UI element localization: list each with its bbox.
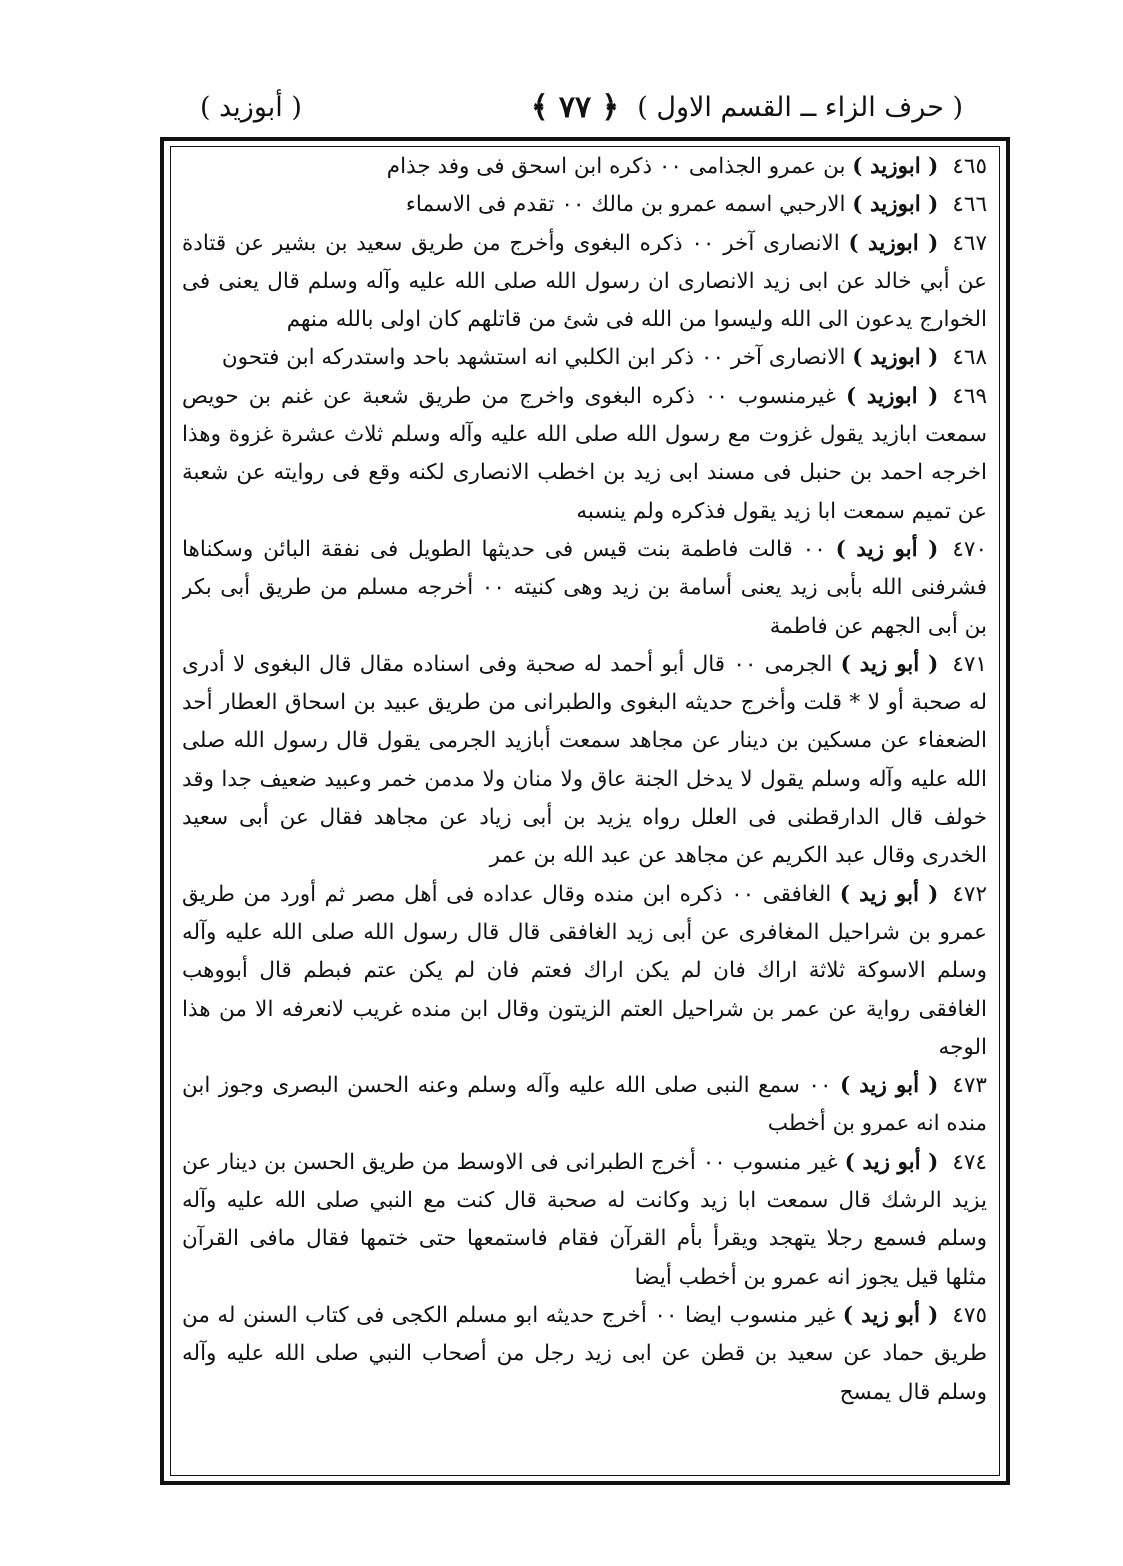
entry-number: ٤٧٠ — [952, 536, 987, 562]
entry-name: ( ابوزيد ) — [852, 345, 939, 371]
entry-465 — [182, 148, 987, 186]
entry-number: ٤٦٨ — [952, 345, 987, 371]
entry-number: ٤٧٣ — [952, 1073, 987, 1099]
entry-name: ( أبو زيد ) — [839, 1073, 939, 1099]
entry-470 — [182, 531, 987, 646]
entry-name: ( أبو زيد ) — [835, 536, 939, 562]
entry-number: ٤٦٩ — [952, 383, 987, 409]
entry-number: ٤٦٦ — [952, 192, 987, 218]
entry-466 — [182, 186, 987, 224]
entry-471 — [182, 646, 987, 876]
entry-text: الغافقى ٠٠ ذكره ابن منده وقال عداده فى أهل مصر ثم أورد من طريق عمرو بن شراحيل المغافرى عن أبى زيد الغافقى قال قال رسول الله صلى الله عليه وآله وسلم الاسوكة ثلاثة اراك فان لم يكن اراك فعتم فان لم يكن عتم فبطم قال أبووهب الغافقى رواية عن عمر بن شراحيل العتم الزيتون وقال ابن منده غريب لانعرفه الا من هذا الوجه — [182, 881, 987, 1060]
entry-name: ( أبو زيد ) — [839, 881, 939, 907]
header-section-title: ( حرف الزاء ــ القسم الاول ) — [637, 92, 963, 123]
entry-name: ( ابوزيد ) — [852, 154, 939, 179]
entry-name: ( ابوزيد ) — [852, 192, 939, 218]
entry-474 — [182, 1144, 987, 1297]
entry-475 — [182, 1297, 987, 1412]
entry-name: ( ابوزيد ) — [848, 230, 939, 256]
entry-text: ٠٠ سمع النبى صلى الله عليه وآله وسلم وعنه الحسن البصرى وجوز ابن منده انه عمرو بن أخطب — [182, 1073, 987, 1137]
entry-473 — [182, 1067, 987, 1144]
entry-468 — [182, 339, 987, 377]
text-body — [182, 148, 987, 1468]
entry-name: ( أبو زيد ) — [840, 651, 939, 677]
entry-name: ( ابوزيد ) — [846, 383, 939, 409]
entry-469 — [182, 378, 987, 531]
entry-number: ٤٧٥ — [952, 1302, 987, 1328]
entry-467 — [182, 225, 987, 340]
entry-name: ( أبو زيد ) — [842, 1302, 939, 1328]
entry-text: غير منسوب ايضا ٠٠ أخرج حديثه ابو مسلم الكجى فى كتاب السنن له من طريق حماد عن سعيد بن قطن عن ابى زيد رجل من أصحاب النبي صلى الله عليه وآله وسلم قال يمسح — [182, 1302, 987, 1405]
entry-text: الجرمى ٠٠ قال أبو أحمد له صحبة وفى اسناده مقال قال البغوى لا أدرى له صحبة أو لا * قلت وأخرج حديثه البغوى والطبرانى من طريق عبيد بن اسحاق العطار أحد الضعفاء عن مسكين بن دينار عن مجاهد سمعت أبازيد الجرمى يقول قال رسول الله صلى الله عليه وآله وسلم يقول لا يدخل الجنة عاق ولا منان ولا مدمن خمر وعبيد ضعيف جدا وقد خولف قال الدارقطنى فى العلل رواه يزيد بن أبى زياد عن مجاهد فقال عن أبى سعيد الخدرى وقال عبد الكريم عن مجاهد عن عبد الله بن عمر — [182, 651, 987, 869]
entry-text: الارحبي اسمه عمرو بن مالك ٠٠ تقدم فى الاسماء — [405, 192, 846, 218]
entry-number: ٤٧٢ — [952, 881, 987, 907]
entry-number: ٤٧١ — [952, 651, 987, 677]
entry-number: ٤٧٤ — [952, 1149, 987, 1175]
entry-text: ٠٠ قالت فاطمة بنت قيس فى حديثها الطويل فى نفقة البائن وسكناها فشرفنى الله بأبى زيد يعنى أسامة بن زيد وهى كنيته ٠٠ أخرجه مسلم من طريق أبى بكر بن أبى الجهم عن فاطمة — [182, 536, 987, 639]
entry-text: بن عمرو الجذامى ٠٠ ذكره ابن اسحق فى وفد جذام — [386, 154, 846, 179]
entry-text: غير منسوب ٠٠ أخرج الطبرانى فى الاوسط من طريق الحسن بن دينار عن يزيد الرشك قال سمعت ابا زيد وكانت له صحبة قال كنت مع النبي صلى الله عليه وآله وسلم فسمع رجلا يتهجد ويقرأ بأم القرآن فقام فاستمعها حتى ختمها فقال مافى القرآن مثلها قيل يجوز انه عمرو بن أخطب أيضا — [182, 1149, 987, 1290]
entry-472 — [182, 876, 987, 1067]
entry-text: الانصارى آخر ٠٠ ذكر ابن الكلبي انه استشهد باحد واستدركه ابن فتحون — [221, 345, 846, 371]
entry-text: غيرمنسوب ٠٠ ذكره البغوى واخرج من طريق شعبة عن غنم بن حويص سمعت ابازيد يقول غزوت مع رسول الله صلى الله عليه وآله وسلم ثلاث عشرة غزوة وهذا اخرجه احمد بن حنبل فى مسند ابى زيد بن اخطب الانصارى لكنه وقع فى روايته عن شعبة عن تميم سمعت ابا زيد يقول فذكره ولم ينسبه — [182, 383, 987, 524]
page-number: ﴿ ٧٧ ﴾ — [530, 90, 620, 125]
header-running-title: ( أبوزيد ) — [200, 92, 302, 123]
entry-text: الانصارى آخر ٠٠ ذكره البغوى وأخرج من طريق سعيد بن بشير عن قتادة عن أبي خالد عن ابى زيد الانصارى ان رسول الله صلى الله عليه وآله وسلم قال يعنى فى الخوارج يدعون الى الله وليسوا من الله فى شئ من قاتلهم كان اولى بالله منهم — [182, 230, 987, 333]
entry-name: ( أبو زيد ) — [844, 1149, 939, 1175]
entry-number: ٤٦٧ — [952, 230, 987, 256]
entry-number: ٤٦٥ — [952, 154, 987, 179]
